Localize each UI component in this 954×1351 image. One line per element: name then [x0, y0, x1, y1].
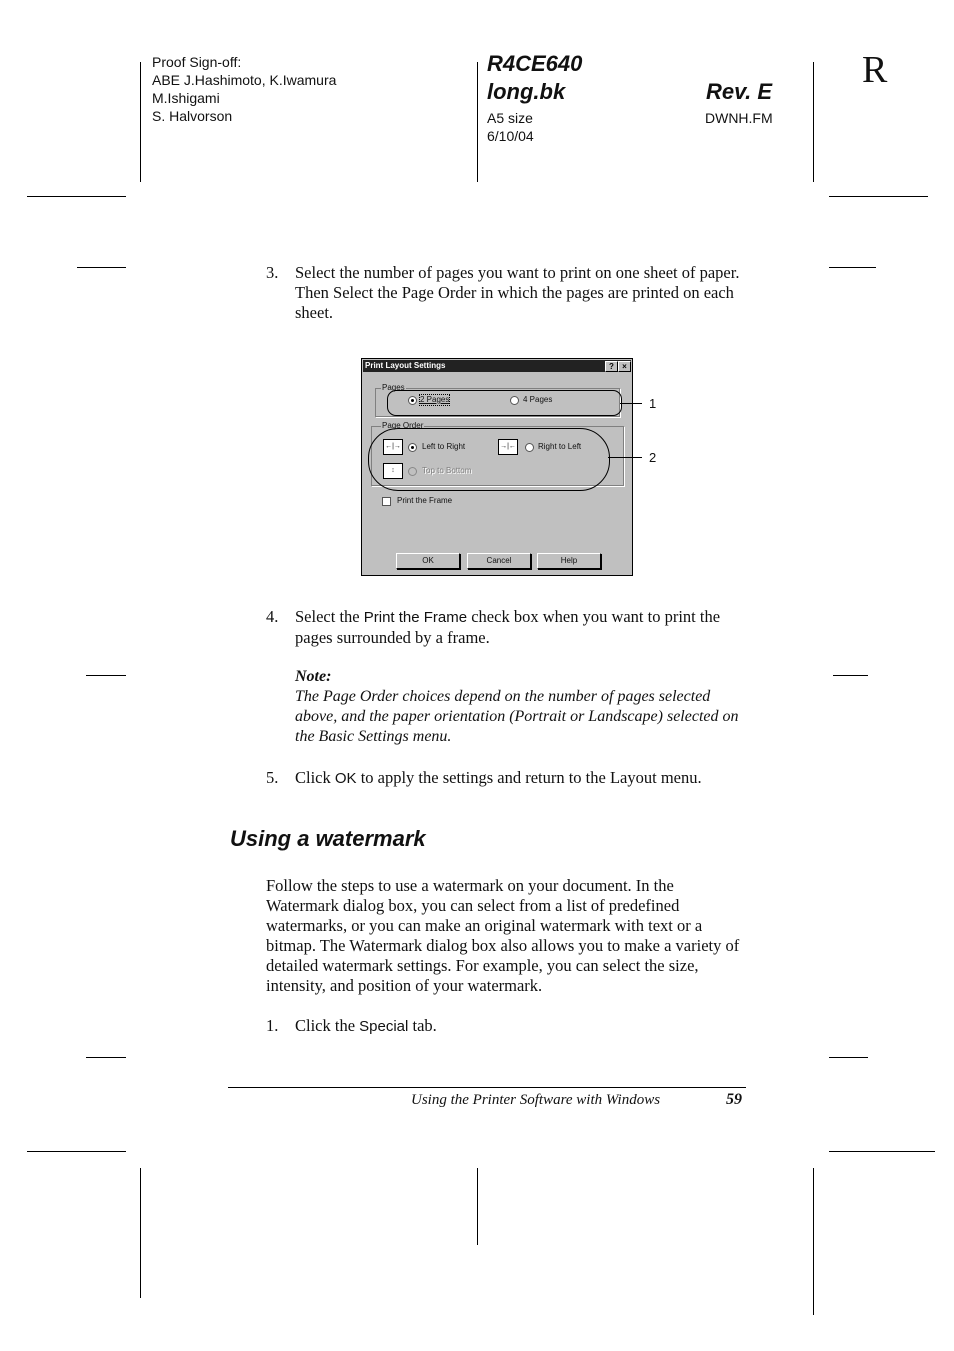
step-text	[295, 768, 756, 789]
step-3	[266, 263, 750, 323]
revision: Rev. E	[706, 79, 773, 104]
page-size: A5 size	[487, 110, 533, 126]
step-text	[295, 1016, 750, 1037]
footer-title: Using the Printer Software with Windows	[411, 1092, 661, 1108]
step-1	[266, 1016, 750, 1037]
crop-mark	[813, 1168, 814, 1315]
step-number: 3.	[266, 263, 279, 282]
book-name: long.bk	[487, 79, 566, 104]
step-text-pre: Click	[295, 768, 335, 787]
step-text: Select the number of pages you want to print on one sheet of paper. Then Select the Page Order in which the pages are printed on each sheet.	[295, 263, 740, 322]
footer-rule	[228, 1087, 746, 1088]
dialog-title: Print Layout Settings	[363, 360, 631, 372]
top-to-bottom-icon: ↕	[383, 463, 403, 479]
trim-mark	[86, 1057, 126, 1058]
proof-line: M.Ishigami	[152, 90, 220, 106]
proof-signoff	[152, 53, 336, 125]
step-text-pre: Select the	[295, 607, 364, 626]
crop-mark	[813, 62, 814, 182]
label-2-pages: 2 Pages	[420, 395, 450, 404]
callout-leader	[620, 403, 642, 404]
section-paragraph: Follow the steps to use a watermark on your document. In the Watermark dialog box, you can select from a list of predefined watermarks, or you can make an original watermark with text or a bitmap. The Watermark dialog box also allows you to make a variety of detailed watermark settings. For example, you can select the size, intensity, and position of your watermark.	[266, 876, 740, 995]
callout-oval-order	[368, 428, 610, 491]
help-question-button[interactable]: ?	[605, 361, 618, 372]
print-frame-label: Print the Frame	[397, 496, 453, 505]
crop-mark	[140, 62, 141, 182]
step-number: 1.	[266, 1016, 279, 1035]
step-text-pre: Click the	[295, 1016, 360, 1035]
note-label: Note:	[295, 668, 332, 685]
label-right-to-left: Right to Left	[538, 442, 582, 451]
help-button[interactable]: Help	[537, 553, 601, 569]
note-text: The Page Order choices depend on the number of pages selected above, and the paper orientation (Portrait or Landscape) selected on the Basic Settings menu.	[295, 688, 739, 745]
print-frame-checkbox[interactable]	[382, 497, 391, 506]
trim-mark	[833, 675, 868, 676]
page-order-group-label: Page Order	[382, 421, 424, 430]
close-button[interactable]: ×	[618, 361, 631, 372]
crop-mark	[477, 1168, 478, 1245]
page-number: 59	[726, 1091, 742, 1108]
step-text-post: to apply the settings and return to the Layout menu.	[356, 768, 702, 787]
product-code: R4CE640	[487, 51, 583, 76]
callout-oval-pages	[387, 390, 622, 416]
note-block	[295, 667, 750, 747]
ui-term: Print the Frame	[363, 609, 468, 626]
trim-mark	[829, 1057, 868, 1058]
corner-letter: R	[862, 49, 888, 91]
pages-group-label: Pages	[382, 383, 405, 392]
step-text	[295, 607, 750, 648]
trim-mark	[77, 267, 126, 268]
crop-mark	[829, 1151, 935, 1152]
trim-mark	[829, 267, 876, 268]
right-to-left-icon: →|←	[498, 439, 518, 455]
callout-number: 2	[649, 450, 657, 465]
filename: DWNH.FM	[705, 110, 773, 126]
crop-mark	[477, 62, 478, 182]
date: 6/10/04	[487, 128, 534, 144]
trim-mark	[86, 675, 126, 676]
label-left-to-right: Left to Right	[422, 442, 466, 451]
step-4	[266, 607, 750, 648]
proof-line: S. Halvorson	[152, 108, 233, 124]
step-text-post: tab.	[408, 1016, 437, 1035]
step-number: 4.	[266, 607, 279, 626]
label-top-to-bottom: Top to Bottom	[422, 466, 472, 475]
left-to-right-icon: ←|→	[383, 439, 403, 455]
crop-mark	[829, 196, 928, 197]
proof-line: ABE J.Hashimoto, K.Iwamura	[152, 72, 337, 88]
callout-number: 1	[649, 396, 657, 411]
crop-mark	[27, 196, 126, 197]
section-heading: Using a watermark	[230, 826, 426, 851]
step-text-post: check box when you want to print the pages surrounded by a frame.	[295, 607, 721, 647]
cancel-button[interactable]: Cancel	[467, 553, 531, 569]
label-4-pages: 4 Pages	[523, 395, 553, 404]
crop-mark	[27, 1151, 126, 1152]
ui-term: Special	[359, 1018, 409, 1035]
step-5	[266, 768, 756, 789]
ok-button[interactable]: OK	[396, 553, 460, 569]
proof-line: Proof Sign-off:	[152, 54, 242, 70]
crop-mark	[140, 1168, 141, 1298]
step-number: 5.	[266, 768, 279, 787]
ui-term: OK	[334, 770, 357, 787]
callout-leader	[608, 457, 642, 458]
